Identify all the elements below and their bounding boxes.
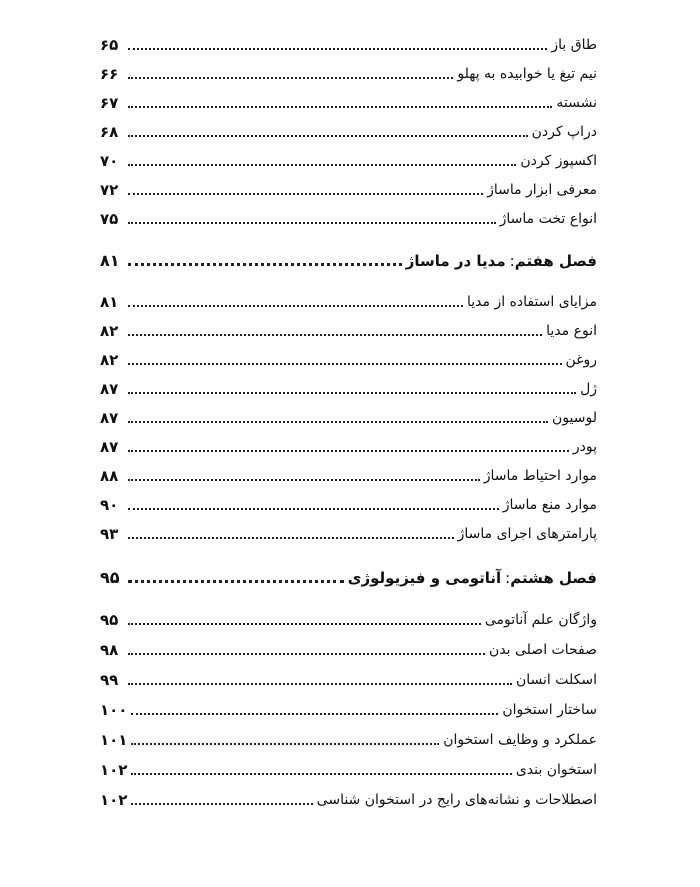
- toc-entry[interactable]: [100, 117, 597, 143]
- toc-entry[interactable]: [100, 695, 597, 721]
- entry-title: عملکرد و وظایف استخوان: [443, 732, 597, 748]
- toc-entry[interactable]: [100, 345, 597, 371]
- toc-entry[interactable]: [100, 204, 597, 230]
- entry-title: استخوان بندی: [515, 762, 597, 778]
- dot-leader: [131, 743, 439, 745]
- dot-leader: [128, 363, 562, 365]
- entry-page: ۷۰: [100, 152, 119, 170]
- entry-page: ۶۶: [100, 65, 119, 83]
- chapter-name: آناتومی و فیزیولوژی: [347, 569, 502, 587]
- dot-leader: [128, 392, 576, 394]
- entry-title: نشسته: [556, 95, 597, 111]
- dot-leader: [131, 713, 498, 715]
- chapter-separator: :: [509, 252, 515, 270]
- entry-page: ۸۱: [100, 293, 119, 311]
- chapter-title: [406, 250, 597, 272]
- entry-title: صفحات اصلی بدن: [489, 642, 597, 658]
- toc-entry[interactable]: [100, 785, 597, 811]
- toc-entry[interactable]: [100, 403, 597, 429]
- chapter-separator: :: [505, 569, 511, 587]
- entry-title: اکسپوز کردن: [520, 153, 597, 169]
- entry-page: ۶۸: [100, 123, 119, 141]
- chapter-label: فصل هشتم: [510, 569, 597, 587]
- toc-entry[interactable]: [100, 725, 597, 751]
- dot-leader: [128, 193, 483, 195]
- entry-title: پارامترهای اجرای ماساژ: [457, 526, 597, 542]
- entry-title: اصطلاحات و نشانه‌های رایج در استخوان شناسی: [316, 792, 597, 808]
- entry-title: معرفی ابزار ماساژ: [487, 182, 597, 198]
- toc-entry[interactable]: [100, 635, 597, 661]
- chapter-page: ۹۵: [100, 568, 120, 587]
- entry-page: ۸۲: [100, 351, 119, 369]
- entry-title: موارد احتیاط ماساژ: [483, 468, 597, 484]
- dot-leader: [128, 479, 480, 481]
- dot-leader: [128, 421, 548, 423]
- dot-leader: [128, 537, 454, 539]
- entry-title: مزایای استفاده از مدیا: [466, 294, 597, 310]
- chapter-heading[interactable]: [100, 563, 597, 589]
- entry-title: اسکلت انسان: [515, 672, 597, 688]
- toc-entry[interactable]: [100, 30, 597, 56]
- entry-page: ۹۳: [100, 525, 119, 543]
- chapter-heading[interactable]: [100, 246, 597, 272]
- dot-leader: [128, 222, 496, 224]
- toc-entry[interactable]: [100, 88, 597, 114]
- entry-title: انواع تخت ماساژ: [499, 211, 597, 227]
- toc-entry[interactable]: [100, 490, 597, 516]
- entry-title: ژل: [580, 381, 597, 397]
- entry-page: ۸۸: [100, 467, 119, 485]
- entry-page: ۹۸: [100, 641, 119, 659]
- dot-leader: [128, 683, 512, 685]
- chapter-label: فصل هفتم: [514, 252, 597, 270]
- entry-title: واژگان علم آناتومی: [484, 612, 597, 628]
- toc-entry[interactable]: [100, 316, 597, 342]
- entry-title: طاق باز: [551, 37, 597, 53]
- entry-title: دراپ کردن: [531, 124, 597, 140]
- dot-leader: [128, 450, 569, 452]
- entry-page: ۸۷: [100, 409, 119, 427]
- entry-page: ۹۰: [100, 496, 119, 514]
- dot-leader: [128, 135, 528, 137]
- dot-leader: [128, 334, 542, 336]
- toc-entry[interactable]: [100, 432, 597, 458]
- entry-page: ۱۰۰: [100, 701, 128, 719]
- dot-leader: [128, 164, 516, 166]
- entry-title: انوع مدیا: [546, 323, 597, 339]
- entry-page: ۸۷: [100, 380, 119, 398]
- entry-title: لوسیون: [552, 410, 597, 426]
- entry-title: ساختار استخوان: [502, 702, 597, 718]
- dot-leader: [131, 773, 511, 775]
- toc-entry[interactable]: [100, 175, 597, 201]
- entry-page: ۱۰۱: [100, 731, 128, 749]
- dot-leader: [128, 77, 453, 79]
- toc-entry[interactable]: [100, 59, 597, 85]
- entry-page: ۷۲: [100, 181, 119, 199]
- chapter-page: ۸۱: [100, 251, 120, 270]
- entry-title: روغن: [565, 352, 597, 368]
- dot-leader: [128, 106, 552, 108]
- chapter-name: مدیا در ماساژ: [405, 252, 506, 270]
- entry-page: ۶۷: [100, 94, 119, 112]
- chapter-title: [348, 567, 597, 589]
- entry-page: ۹۹: [100, 671, 119, 689]
- entry-title: پودر: [572, 439, 597, 455]
- entry-page: ۸۲: [100, 322, 119, 340]
- dot-leader: [128, 623, 481, 625]
- dot-leader: [131, 803, 312, 805]
- dot-leader: [128, 653, 485, 655]
- entry-title: موارد منع ماساژ: [502, 497, 597, 513]
- entry-page: ۱۰۲: [100, 791, 128, 809]
- entry-page: ۹۵: [100, 611, 119, 629]
- dot-leader: [128, 580, 344, 583]
- toc-entry[interactable]: [100, 605, 597, 631]
- toc-entry[interactable]: [100, 287, 597, 313]
- entry-title: نیم تیغ یا خوابیده به پهلو: [457, 66, 597, 82]
- toc-entry[interactable]: [100, 461, 597, 487]
- toc-entry[interactable]: [100, 665, 597, 691]
- dot-leader: [128, 263, 402, 266]
- entry-page: ۷۵: [100, 210, 119, 228]
- dot-leader: [128, 508, 499, 510]
- dot-leader: [128, 48, 547, 50]
- entry-page: ۸۷: [100, 438, 119, 456]
- entry-page: ۱۰۲: [100, 761, 128, 779]
- entry-page: ۶۵: [100, 36, 119, 54]
- dot-leader: [128, 305, 463, 307]
- toc-entry[interactable]: [100, 374, 597, 400]
- toc-entry[interactable]: [100, 146, 597, 172]
- toc-entry[interactable]: [100, 755, 597, 781]
- toc-entry[interactable]: [100, 519, 597, 545]
